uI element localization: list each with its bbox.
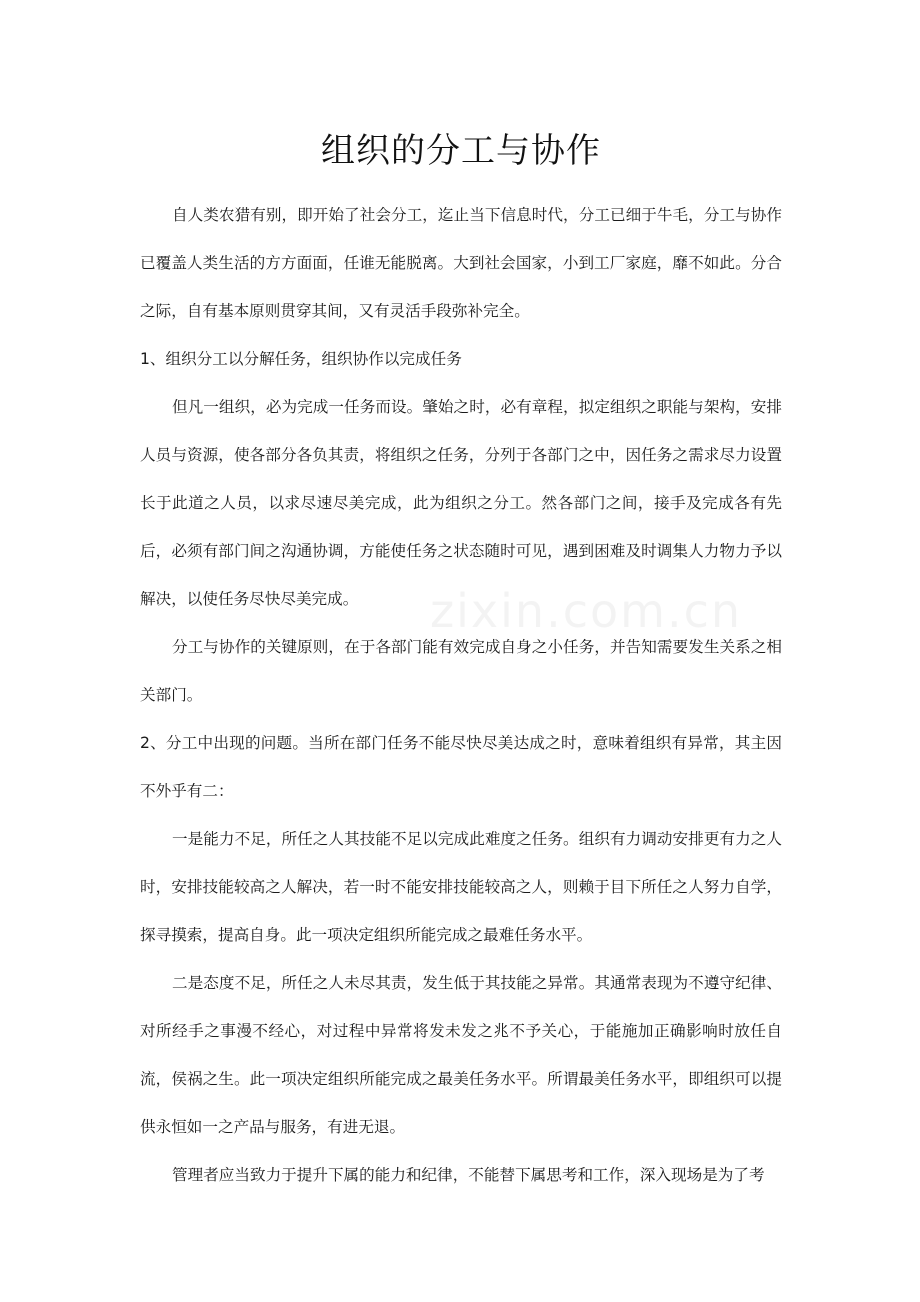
section-heading: 2、分工中出现的问题。当所在部门任务不能尽快尽美达成之时，意味着组织有异常，其主因不外乎有二： bbox=[140, 734, 782, 800]
watermark: zixin.com.cn bbox=[430, 584, 743, 638]
paragraph: 二是态度不足，所任之人未尽其责，发生低于其技能之异常。其通常表现为不遵守纪律、对所经手之事漫不经心，对过程中异常将发未发之兆不予关心，于能施加正确影响时放任自流，侯祸之生。此一项决定组织所能完成之最美任务水平。所谓最美任务水平，即组织可以提供永恒如一之产品与服务，有进无退。 bbox=[140, 974, 782, 1136]
paragraph: 自人类农猎有别，即开始了社会分工，迄止当下信息时代，分工已细于牛毛，分工与协作已覆盖人类生活的方方面面，任谁无能脱离。大到社会国家，小到工厂家庭，靡不如此。分合之际，自有基本原则贯穿其间，又有灵活手段弥补完全。 bbox=[140, 206, 782, 320]
paragraph: 分工与协作的关键原则，在于各部门能有效完成自身之小任务，并告知需要发生关系之相关部门。 bbox=[140, 638, 782, 704]
page-title: 组织的分工与协作 bbox=[321, 131, 601, 171]
section-heading: 1、组织分工以分解任务，组织协作以完成任务 bbox=[140, 350, 462, 368]
paragraph: 一是能力不足，所任之人其技能不足以完成此难度之任务。组织有力调动安排更有力之人时，安排技能较高之人解决，若一时不能安排技能较高之人，则赖于目下所任之人努力自学，探寻摸索，提高自身。此一项决定组织所能完成之最难任务水平。 bbox=[140, 830, 782, 944]
document-page bbox=[140, 122, 782, 1199]
paragraph: 但凡一组织，必为完成一任务而设。肇始之时，必有章程，拟定组织之职能与架构，安排人员与资源，使各部分各负其责，将组织之任务，分列于各部门之中，因任务之需求尽力设置长于此道之人员，以求尽速尽美完成，此为组织之分工。然各部门之间，接手及完成各有先后，必须有部门间之沟通协调，方能使任务之状态随时可见，遇到困难及时调集人力物力予以解决，以使任务尽快尽美完成。 bbox=[140, 398, 782, 608]
paragraph: 管理者应当致力于提升下属的能力和纪律，不能替下属思考和工作，深入现场是为了考 bbox=[172, 1166, 765, 1184]
